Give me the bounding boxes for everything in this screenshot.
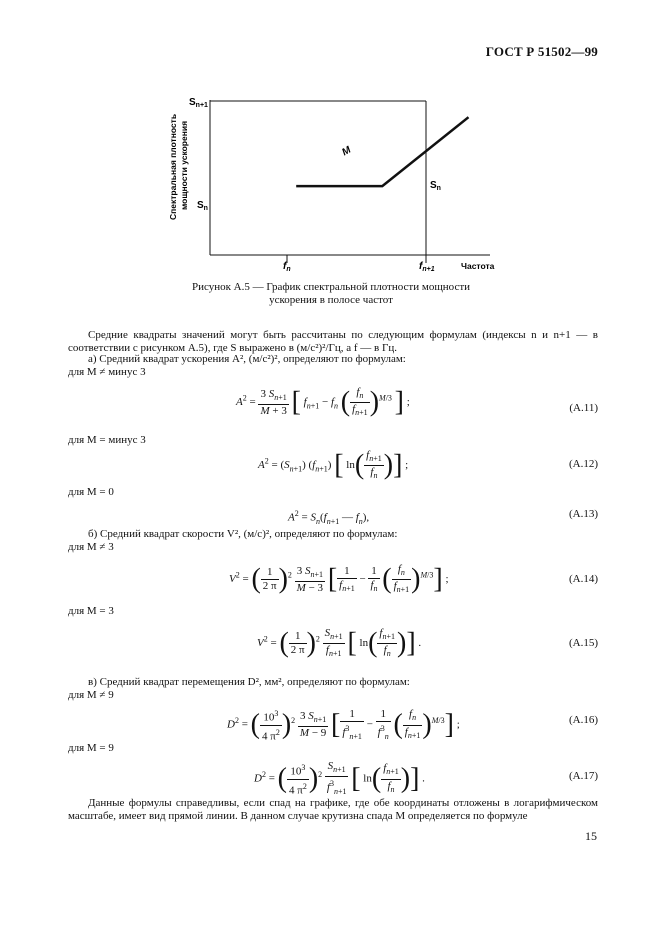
equation-label-a13: (А.13) — [568, 508, 598, 520]
equation-a12: $A^2 = (S_{n+1})$ $(f_{n+1})$ [ ln( $\frac{f_{n+1}}{f_n}$ )] ; — [258, 449, 409, 481]
equation-a11: $A^2$ = $\frac{3 S_{n+1}}{M + 3}$ [ $f_{n+1} - f_n$ ( $\frac{f_n}{f_{n+1}}$ )$^{M/3}$ ] ; — [236, 386, 410, 418]
condition-b2: для M = 3 — [68, 605, 114, 617]
condition-b1: для M ≠ 3 — [68, 541, 114, 553]
y-tick-low: $S_n$ — [197, 200, 208, 212]
equation-label-a16: (А.16) — [568, 714, 598, 726]
x-tick-left: $f_n$ — [283, 261, 291, 273]
document-code: ГОСТ Р 51502—99 — [485, 44, 598, 59]
vertical-label: $S_n$ — [430, 180, 441, 192]
condition-a2: для M = минус 3 — [68, 434, 146, 446]
equation-a15: $V^2$ = ( $\frac{1}{2 \pi}$ )$^2$ $\frac{S_{n+1}}{f_{n+1}}$ [ ln( $\frac{f_{n+1}}{f_n}$ )] . — [257, 627, 422, 659]
item-a: а) Средний квадрат ускорения A², (м/с²)², определяют по формулам: — [88, 353, 406, 365]
x-axis-label: Частота — [461, 261, 495, 271]
condition-a1: для M ≠ минус 3 — [68, 366, 146, 378]
caption-line-2: ускорения в полосе частот — [269, 294, 393, 306]
x-tick-right: $f_{n+1}$ — [419, 261, 435, 273]
condition-a3: для M = 0 — [68, 486, 114, 498]
equation-a17: $D^2$ = ( $\frac{10^3}{4 \pi^2}$ )$^2$ $\frac{S_{n+1}}{f^3_{n+1}}$ [ ln( $\frac{f_{n+1}}{f_n}$ )] . — [254, 760, 425, 797]
equation-a14: $V^2$ = ( $\frac{1}{2 \pi}$ )$^2$ $\frac{3 S_{n+1}}{M - 3}$ [ $\frac{1}{f_{n+1}}$ − $\frac{1}{f_n}$ ( $\frac{f_n}{f_{n+1}}$ )$^{M/3}$] ; — [229, 563, 449, 595]
slope-label: M — [340, 144, 353, 159]
y-axis-label-line2: мощности ускорения — [179, 120, 189, 210]
y-axis-label-line1: Спектральная плотность — [168, 113, 178, 220]
psd-series-line — [296, 117, 468, 186]
equation-a13: $A^2 = S_n(f_{n+1}$ — $f_n$), — [288, 509, 370, 526]
equation-label-a12: (А.12) — [568, 458, 598, 470]
caption-line-1: Рисунок А.5 — График спектральной плотности мощности — [191, 281, 471, 293]
equation-label-a14: (А.14) — [568, 573, 598, 585]
equation-a16: $D^2$ = ( $\frac{10^3}{4 \pi^2}$ )$^2$ $\frac{3 S_{n+1}}{M - 9}$ [ $\frac{1}{f^3_{n+1}}$ − $\frac{1}{f^3_n}$ ( $\frac{f_n}{f_{n+1}}$ )$^{M/3}$] ; — [227, 707, 460, 743]
y-tick-top: $S_{n+1}$ — [189, 97, 208, 109]
equation-label-a17: (А.17) — [568, 770, 598, 782]
condition-c1: для M ≠ 9 — [68, 689, 114, 701]
item-b: б) Средний квадрат скорости V², (м/с)², определяют по формулам: — [88, 528, 398, 540]
equation-label-a15: (А.15) — [568, 637, 598, 649]
condition-c2: для M = 9 — [68, 742, 114, 754]
psd-chart — [160, 80, 510, 275]
equation-label-a11: (А.11) — [569, 402, 598, 414]
intro-paragraph: Средние квадраты значений могут быть рассчитаны по следующим формулам (индексы n и n+1 — в соответствии с рисунком А.5), где S выражено в (м/с²)²/Гц, а f — в Гц. — [68, 329, 598, 354]
figure-caption — [150, 281, 512, 307]
page-number: 15 — [585, 829, 597, 843]
closing-paragraph: Данные формулы справедливы, если спад на графике, где обе координаты отложены в логарифмическом масштабе, имеет вид прямой линии. В данном случае крутизна спада M определяется по формуле — [68, 797, 598, 822]
item-c: в) Средний квадрат перемещения D², мм², определяют по формулам: — [88, 676, 410, 688]
